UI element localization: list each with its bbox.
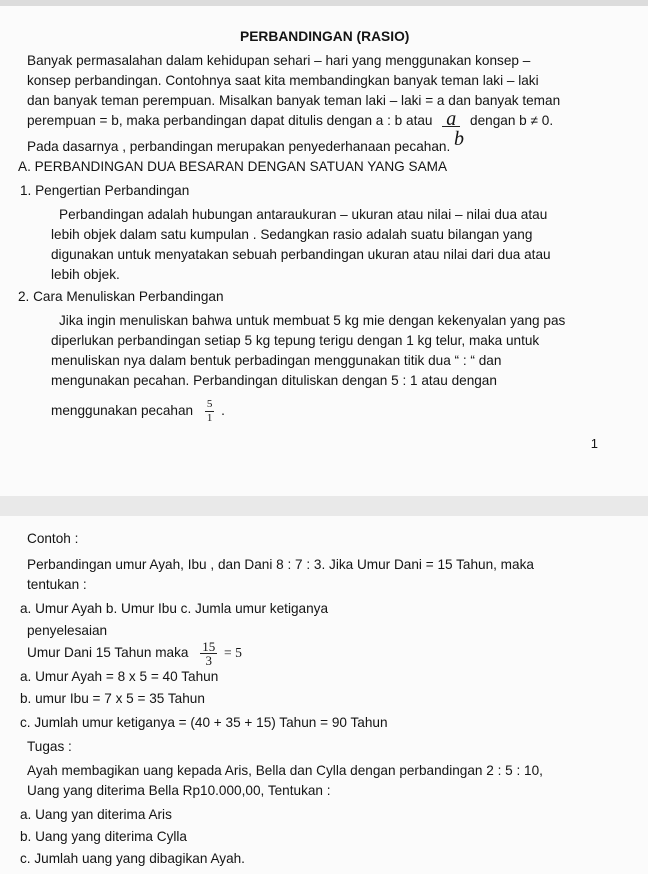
solution-label: penyelesaian	[27, 623, 108, 638]
section-a-heading: A. PERBANDINGAN DUA BESARAN DENGAN SATUAN YANG SAMA	[18, 159, 448, 174]
solution-line	[27, 640, 242, 667]
tugas-line-2: Uang yang diterima Bella Rp10.000,00, Tentukan :	[27, 783, 331, 798]
problem-line-2: tentukan :	[27, 577, 87, 592]
item-2-line-4: mengunakan pecahan. Perbandingan dituliskan dengan 5 : 1 atau dengan	[51, 373, 497, 388]
solution-line-text: Umur Dani 15 Tahun maka	[27, 645, 189, 661]
intro-line-4-end: dengan b ≠ 0.	[470, 113, 554, 128]
item-2-line-5-text: menggunakan pecahan	[51, 403, 194, 419]
item-1-line-1: Perbandingan adalah hubungan antaraukuran – ukuran atau nilai – nilai dua atau	[59, 207, 548, 222]
item-2-line-5-end: .	[221, 403, 225, 419]
item-2-line-3: menuliskan nya dalam bentuk perbadingan menggunakan titik dua “ : “ dan	[51, 353, 502, 368]
intro-line-4	[27, 108, 554, 130]
intro-line-3: dan banyak teman perempuan. Misalkan banyak teman laki – laki = a dan banyak teman	[27, 93, 561, 108]
tugas-label: Tugas :	[27, 739, 72, 754]
fraction-b-denominator: b	[454, 128, 465, 150]
problem-line-1: Perbandingan umur Ayah, Ibu , dan Dani 8 : 7 : 3. Jika Umur Dani = 15 Tahun, maka	[27, 557, 534, 572]
tugas-item-b: b. Uang yang diterima Cylla	[20, 829, 187, 844]
answer-a: a. Umur Ayah = 8 x 5 = 40 Tahun	[20, 669, 219, 684]
fraction-numerator: 5	[206, 398, 213, 410]
intro-line-2: konsep perbandingan. Contohnya saat kita membandingkan banyak teman laki – laki	[27, 73, 539, 88]
tugas-line-1: Ayah membagikan uang kepada Aris, Bella dan Cylla dengan perbandingan 2 : 5 : 10,	[27, 763, 543, 778]
intro-line-5-text: Pada dasarnya , perbandingan merupakan penyederhanaan pecahan.	[27, 139, 451, 154]
intro-line-1: Banyak permasalahan dalam kehidupan sehari – hari yang menggunakan konsep –	[27, 53, 531, 68]
fraction-5-over-1	[205, 398, 215, 425]
document-page-2	[0, 516, 648, 874]
item-1-heading: 1. Pengertian Perbandingan	[20, 183, 190, 198]
page-number: 1	[590, 436, 598, 451]
fraction-15-over-3	[200, 640, 217, 667]
fraction-denominator: 3	[205, 653, 212, 668]
intro-line-4-text: perempuan = b, maka perbandingan dapat ditulis dengan a : b atau	[27, 113, 433, 128]
page-title: PERBANDINGAN (RASIO)	[240, 29, 410, 44]
item-1-line-2: lebih objek dalam satu kumpulan . Sedangkan rasio adalah suatu bilangan yang	[51, 227, 533, 242]
intro-line-5	[27, 128, 465, 156]
fraction-denominator: 1	[206, 412, 213, 424]
item-2-line-2: diperlukan perbandingan setiap 5 kg tepung terigu dengan 1 kg telur, maka untuk	[51, 333, 540, 348]
item-2-heading: 2. Cara Menuliskan Perbandingan	[18, 289, 224, 304]
answer-b: b. umur Ibu = 7 x 5 = 35 Tahun	[20, 691, 205, 706]
fraction-a-numerator: a	[442, 112, 460, 127]
question-list: a. Umur Ayah b. Umur Ibu c. Jumla umur ketiganya	[20, 601, 329, 616]
answer-c: c. Jumlah umur ketiganya = (40 + 35 + 15) Tahun = 90 Tahun	[20, 715, 388, 730]
contoh-label: Contoh :	[27, 531, 79, 546]
item-2-line-1: Jika ingin menuliskan bahwa untuk membuat 5 kg mie dengan kekenyalan yang pas	[59, 313, 566, 328]
tugas-item-c: c. Jumlah uang yang dibagikan Ayah.	[20, 851, 245, 866]
solution-result: = 5	[224, 645, 242, 661]
item-2-line-5	[51, 398, 225, 425]
fraction-numerator: 15	[202, 639, 216, 654]
tugas-item-a: a. Uang yan diterima Aris	[20, 807, 172, 822]
item-1-line-3: digunakan untuk menyatakan sebuah perbandingan ukuran atau nilai dari dua atau	[51, 247, 551, 262]
item-1-line-4: lebih objek.	[51, 267, 120, 282]
